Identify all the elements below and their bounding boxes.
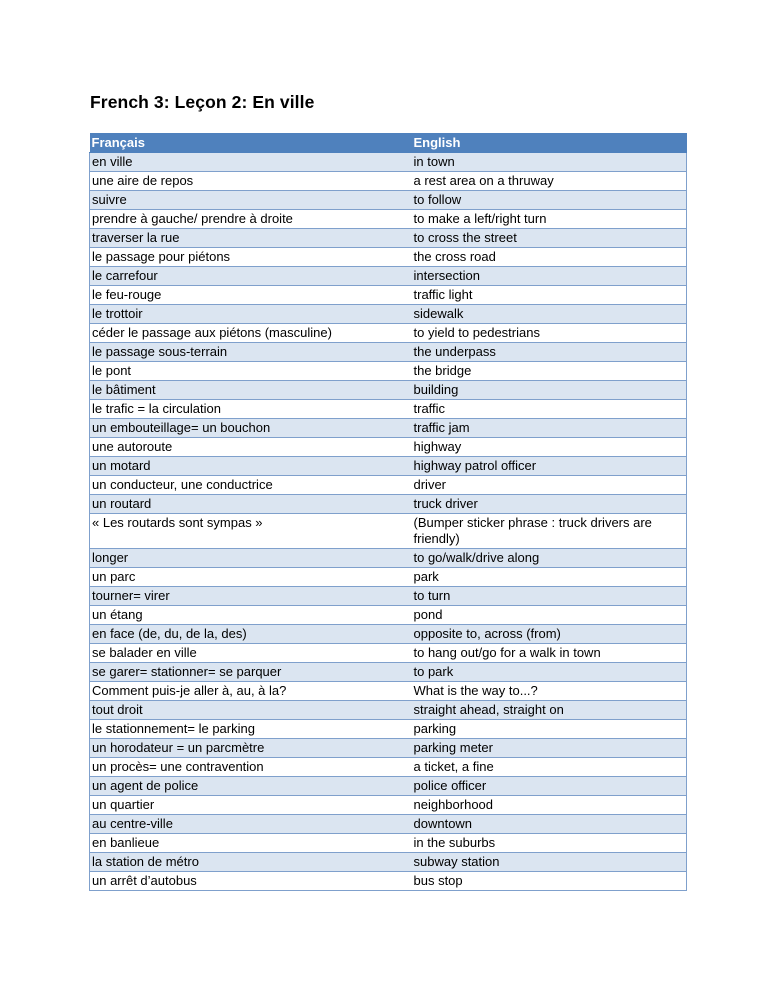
english-translation: building [412,381,687,400]
french-term: un agent de police [90,777,412,796]
english-translation: in the suburbs [412,834,687,853]
french-term: traverser la rue [90,229,412,248]
english-translation: the bridge [412,362,687,381]
french-term: tout droit [90,701,412,720]
english-translation: a rest area on a thruway [412,172,687,191]
english-translation: traffic light [412,286,687,305]
table-row [90,457,687,476]
french-term: le trottoir [90,305,412,324]
french-term: un étang [90,606,412,625]
table-row [90,495,687,514]
header-francais: Français [90,133,412,153]
english-translation: (Bumper sticker phrase : truck drivers are friendly) [412,514,687,549]
french-term: un quartier [90,796,412,815]
table-header-row [90,133,687,153]
table-row [90,229,687,248]
english-translation: park [412,568,687,587]
table-row [90,362,687,381]
table-row [90,438,687,457]
table-row [90,796,687,815]
english-translation: intersection [412,267,687,286]
french-term: un arrêt d’autobus [90,872,412,891]
french-term: le trafic = la circulation [90,400,412,419]
page-title: French 3: Leçon 2: En ville [90,92,315,112]
table-row [90,663,687,682]
english-translation: to park [412,663,687,682]
english-translation: truck driver [412,495,687,514]
english-translation: bus stop [412,872,687,891]
english-translation: the cross road [412,248,687,267]
english-translation: to hang out/go for a walk in town [412,644,687,663]
english-translation: opposite to, across (from) [412,625,687,644]
french-term: une aire de repos [90,172,412,191]
french-term: se garer= stationner= se parquer [90,663,412,682]
french-term: longer [90,549,412,568]
french-term: une autoroute [90,438,412,457]
french-term: le stationnement= le parking [90,720,412,739]
table-row [90,210,687,229]
table-row [90,701,687,720]
table-row [90,305,687,324]
table-row [90,549,687,568]
table-row [90,419,687,438]
english-translation: straight ahead, straight on [412,701,687,720]
english-translation: to turn [412,587,687,606]
table-row [90,739,687,758]
table-row [90,853,687,872]
french-term: se balader en ville [90,644,412,663]
french-term: un horodateur = un parcmètre [90,739,412,758]
french-term: en ville [90,153,412,172]
table-row [90,267,687,286]
english-translation: pond [412,606,687,625]
table-row [90,587,687,606]
table-row [90,682,687,701]
french-term: le passage pour piétons [90,248,412,267]
vocabulary-table [89,133,687,891]
table-row [90,514,687,549]
table-row [90,834,687,853]
french-term: au centre-ville [90,815,412,834]
table-row [90,153,687,172]
english-translation: to yield to pedestrians [412,324,687,343]
french-term: en face (de, du, de la, des) [90,625,412,644]
english-translation: sidewalk [412,305,687,324]
french-term: un conducteur, une conductrice [90,476,412,495]
french-term: le passage sous-terrain [90,343,412,362]
french-term: Comment puis-je aller à, au, à la? [90,682,412,701]
table-row [90,625,687,644]
table-row [90,606,687,625]
french-term: un motard [90,457,412,476]
french-term: céder le passage aux piétons (masculine) [90,324,412,343]
english-translation: the underpass [412,343,687,362]
table-row [90,191,687,210]
english-translation: to go/walk/drive along [412,549,687,568]
french-term: un parc [90,568,412,587]
english-translation: to cross the street [412,229,687,248]
french-term: un routard [90,495,412,514]
english-translation: traffic jam [412,419,687,438]
english-translation: police officer [412,777,687,796]
table-row [90,172,687,191]
french-term: le feu-rouge [90,286,412,305]
table-row [90,720,687,739]
english-translation: neighborhood [412,796,687,815]
table-row [90,777,687,796]
table-row [90,872,687,891]
english-translation: highway patrol officer [412,457,687,476]
table-row [90,286,687,305]
english-translation: a ticket, a fine [412,758,687,777]
table-row [90,568,687,587]
french-term: le pont [90,362,412,381]
english-translation: to follow [412,191,687,210]
english-translation: parking meter [412,739,687,758]
table-body [90,153,687,891]
french-term: tourner= virer [90,587,412,606]
french-term: un procès= une contravention [90,758,412,777]
french-term: prendre à gauche/ prendre à droite [90,210,412,229]
french-term: « Les routards sont sympas » [90,514,412,549]
french-term: la station de métro [90,853,412,872]
english-translation: highway [412,438,687,457]
french-term: en banlieue [90,834,412,853]
english-translation: parking [412,720,687,739]
french-term: le bâtiment [90,381,412,400]
table-row [90,815,687,834]
english-translation: subway station [412,853,687,872]
french-term: suivre [90,191,412,210]
table-row [90,343,687,362]
english-translation: driver [412,476,687,495]
english-translation: to make a left/right turn [412,210,687,229]
english-translation: traffic [412,400,687,419]
table-row [90,476,687,495]
table-row [90,324,687,343]
table-row [90,644,687,663]
header-english: English [412,133,687,153]
french-term: un embouteillage= un bouchon [90,419,412,438]
english-translation: downtown [412,815,687,834]
english-translation: What is the way to...? [412,682,687,701]
table-row [90,381,687,400]
table-row [90,400,687,419]
french-term: le carrefour [90,267,412,286]
english-translation: in town [412,153,687,172]
table-row [90,758,687,777]
table-row [90,248,687,267]
